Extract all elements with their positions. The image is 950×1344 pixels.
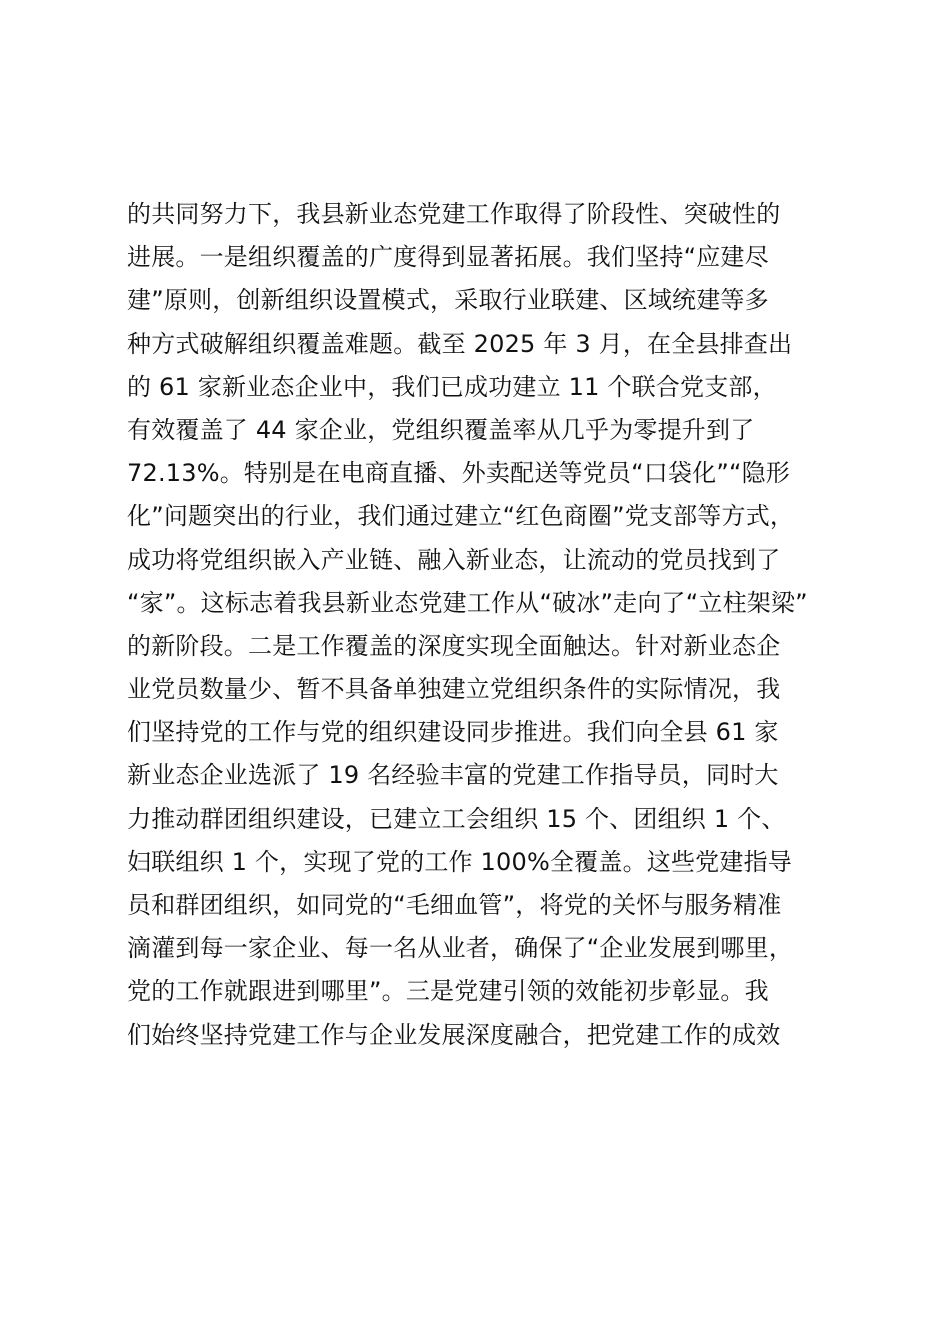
text-line: 的共同努力下，我县新业态党建工作取得了阶段性、突破性的 bbox=[127, 200, 781, 228]
text-line: 员和群团组织，如同党的“毛细血管”，将党的关怀与服务精准 bbox=[127, 891, 782, 919]
text-line: 进展。一是组织覆盖的广度得到显著拓展。我们坚持“应建尽 bbox=[127, 243, 769, 272]
text-line: “家”。这标志着我县新业态党建工作从“破冰”走向了“立柱架梁” bbox=[127, 588, 808, 617]
text-line: 党的工作就跟进到哪里”。三是党建引领的效能初步彰显。我 bbox=[127, 977, 769, 1006]
text-line: 成功将党组织嵌入产业链、融入新业态，让流动的党员找到了 bbox=[127, 545, 781, 574]
text-line: 有效覆盖了 44 家企业，党组织覆盖率从几乎为零提升到了 bbox=[127, 415, 755, 444]
text-line: 的 61 家新业态企业中，我们已成功建立 11 个联合党支部， bbox=[127, 372, 777, 401]
text-line: 们始终坚持党建工作与企业发展深度融合，把党建工作的成效 bbox=[127, 1020, 781, 1049]
text-line: 新业态企业选派了 19 名经验丰富的党建工作指导员，同时大 bbox=[127, 761, 779, 790]
text-line: 妇联组织 1 个，实现了党的工作 100%全覆盖。这些党建指导 bbox=[127, 847, 792, 876]
body-paragraph bbox=[127, 193, 847, 1057]
text-line: 们坚持党的工作与党的组织建设同步推进。我们向全县 61 家 bbox=[127, 718, 779, 747]
text-line: 建”原则，创新组织设置模式，采取行业联建、区域统建等多 bbox=[127, 286, 769, 315]
text-line: 滴灌到每一家企业、每一名从业者，确保了“企业发展到哪里， bbox=[127, 934, 794, 963]
text-line: 72.13%。特别是在电商直播、外卖配送等党员“口袋化”“隐形 bbox=[127, 459, 791, 488]
text-line: 种方式破解组织覆盖难题。截至 2025 年 3 月，在全县排查出 bbox=[127, 329, 793, 358]
text-line: 化”问题突出的行业，我们通过建立“红色商圈”党支部等方式， bbox=[127, 502, 795, 531]
text-line: 业党员数量少、暂不具备单独建立党组织条件的实际情况，我 bbox=[127, 675, 781, 704]
text-line: 力推动群团组织建设，已建立工会组织 15 个、团组织 1 个、 bbox=[127, 804, 786, 833]
text-line: 的新阶段。二是工作覆盖的深度实现全面触达。针对新业态企 bbox=[127, 631, 781, 660]
